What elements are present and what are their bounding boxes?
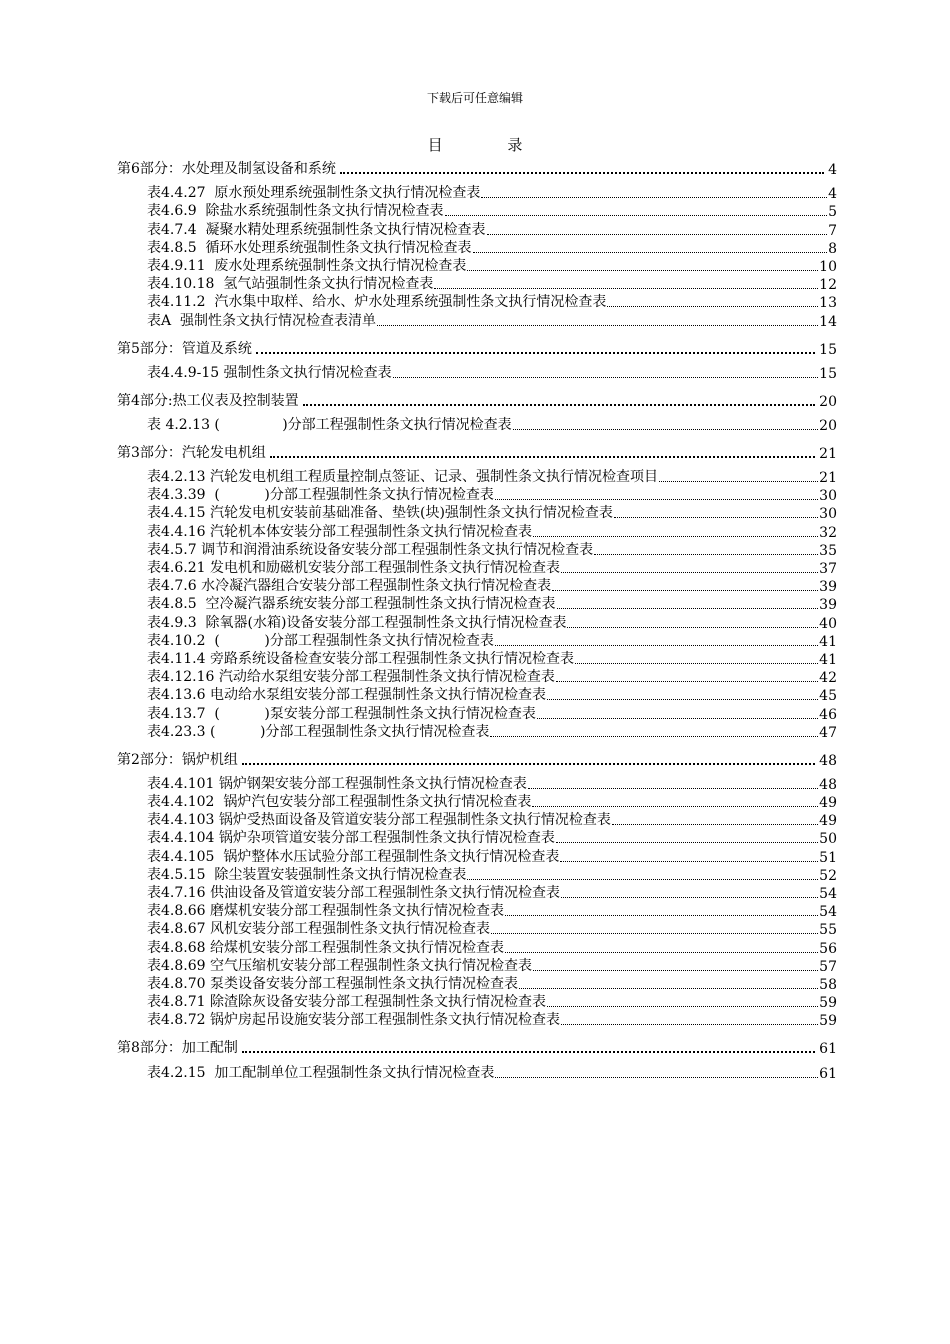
toc-section-heading[interactable]: [117, 340, 837, 358]
dot-leader: [487, 234, 828, 235]
entry-title: 表4.4.102 锅炉汽包安装分部工程强制性条文执行情况检查表: [147, 794, 532, 811]
section-title: 第5部分：管道及系统: [117, 340, 252, 357]
dot-leader: [340, 172, 824, 174]
entry-page-number: 21: [819, 470, 837, 487]
entry-title: 表4.8.71 除渣除灰设备安装分部工程强制性条文执行情况检查表: [147, 994, 546, 1011]
dot-leader: [490, 736, 818, 737]
dot-leader: [594, 554, 818, 555]
entry-title: 表4.11.2 汽水集中取样、给水、炉水处理系统强制性条文执行情况检查表: [147, 294, 607, 311]
entry-title: 表4.8.66 磨煤机安装分部工程强制性条文执行情况检查表: [147, 903, 504, 920]
entry-title: 表4.4.104 锅炉杂项管道安装分部工程强制性条文执行情况检查表: [147, 830, 555, 847]
entry-page-number: 50: [819, 831, 837, 848]
toc-section-heading[interactable]: [117, 751, 837, 769]
toc-item-list: [117, 1063, 837, 1081]
entry-title: 表4.4.103 锅炉受热面设备及管道安装分部工程强制性条文执行情况检查表: [147, 812, 611, 829]
dot-leader: [557, 608, 819, 609]
toc-section: [117, 751, 837, 1030]
section-title: 第3部分：汽轮发电机组: [117, 444, 266, 461]
section-page-number: 15: [819, 341, 837, 358]
entry-title: 表4.3.39 ( )分部工程强制性条文执行情况检查表: [147, 487, 494, 504]
entry-title: 表4.13.7 ( )泵安装分部工程强制性条文执行情况检查表: [147, 705, 536, 722]
entry-page-number: 35: [819, 542, 837, 559]
dot-leader: [561, 897, 818, 898]
entry-title: 表4.6.9 除盐水系统强制性条文执行情况检查表: [147, 203, 444, 220]
dot-leader: [612, 824, 818, 825]
entry-page-number: 52: [819, 867, 837, 884]
dot-leader: [242, 1051, 815, 1053]
dot-leader: [567, 627, 818, 628]
entry-title: 表4.8.69 空气压缩机安装分部工程强制性条文执行情况检查表: [147, 957, 532, 974]
dot-leader: [561, 572, 818, 573]
toc-section: [117, 444, 837, 741]
entry-page-number: 39: [819, 579, 837, 596]
dot-leader: [552, 590, 818, 591]
dot-leader: [242, 763, 815, 765]
dot-leader: [556, 842, 818, 843]
entry-page-number: 47: [819, 724, 837, 741]
toc-section-heading[interactable]: [117, 1039, 837, 1057]
entry-page-number: 10: [819, 258, 837, 275]
entry-title: 表4.8.68 给煤机安装分部工程强制性条文执行情况检查表: [147, 939, 504, 956]
dot-leader: [473, 252, 828, 253]
section-page-number: 61: [819, 1041, 837, 1058]
entry-title: 表4.4.15 汽轮发电机安装前基础准备、垫铁(块)强制性条文执行情况检查表: [147, 505, 613, 522]
entry-title: 表4.2.13 汽轮发电机组工程质量控制点签证、记录、强制性条文执行情况检查项目: [147, 469, 658, 486]
entry-page-number: 12: [819, 277, 837, 294]
entry-page-number: 30: [819, 488, 837, 505]
entry-title: 表4.4.9-15 强制性条文执行情况检查表: [147, 364, 392, 381]
entry-title: 表4.6.21 发电机和励磁机安装分部工程强制性条文执行情况检查表: [147, 560, 560, 576]
dot-leader: [467, 270, 818, 271]
toc-item-list: [117, 775, 837, 1030]
entry-page-number: 51: [819, 849, 837, 866]
toc-entry[interactable]: [147, 416, 837, 434]
entry-title: 表4.7.16 供油设备及管道安装分部工程强制性条文执行情况检查表: [147, 885, 560, 901]
entry-title: 表4.8.72 锅炉房起吊设施安装分部工程强制性条文执行情况检查表: [147, 1012, 560, 1029]
dot-leader: [377, 325, 818, 326]
entry-page-number: 4: [828, 186, 837, 203]
entry-page-number: 61: [819, 1065, 837, 1082]
entry-title: 表4.8.70 泵类设备安装分部工程强制性条文执行情况检查表: [147, 975, 518, 992]
dot-leader: [533, 970, 818, 971]
toc-title: 目 录: [427, 136, 553, 154]
entry-title: 表4.4.101 锅炉钢架安装分部工程强制性条文执行情况检查表: [147, 775, 527, 792]
entry-title: 表4.10.18 氢气站强制性条文执行情况检查表: [147, 276, 434, 293]
entry-title: 表4.9.3 除氧器(水箱)设备安装分部工程强制性条文执行情况检查表: [147, 614, 567, 631]
dot-leader: [614, 517, 818, 518]
entry-page-number: 13: [819, 295, 837, 312]
dot-leader: [607, 306, 818, 307]
dot-leader: [256, 352, 815, 354]
entry-title: 表A 强制性条文执行情况检查表清单: [147, 312, 377, 329]
toc-entry[interactable]: [147, 364, 837, 382]
page-header: 下载后可任意编辑: [426, 91, 523, 105]
dot-leader: [270, 456, 815, 458]
entry-title: 表4.2.15 加工配制单位工程强制性条文执行情况检查表: [147, 1064, 495, 1081]
entry-page-number: 14: [819, 313, 837, 330]
toc-section: [117, 340, 837, 382]
toc-section: [117, 160, 837, 330]
entry-page-number: 7: [828, 222, 837, 239]
section-title: 第6部分：水处理及制氢设备和系统: [117, 161, 336, 177]
entry-page-number: 30: [819, 506, 837, 523]
toc-item-list: [117, 468, 837, 741]
entry-page-number: 56: [819, 940, 837, 957]
section-title: 第8部分：加工配制: [117, 1040, 238, 1057]
entry-page-number: 46: [819, 706, 837, 723]
toc-section: [117, 392, 837, 434]
entry-page-number: 54: [819, 886, 837, 902]
entry-title: 表4.9.11 废水处理系统强制性条文执行情况检查表: [147, 257, 467, 274]
entry-title: 表4.4.105 锅炉整体水压试验分部工程强制性条文执行情况检查表: [147, 848, 560, 865]
toc-item-list: [117, 364, 837, 382]
entry-page-number: 37: [819, 561, 837, 577]
toc-section-heading[interactable]: [117, 392, 837, 410]
section-title: 第4部分:热工仪表及控制装置: [117, 392, 299, 409]
toc-entry[interactable]: [147, 311, 837, 329]
entry-page-number: 5: [828, 204, 837, 221]
dot-leader: [467, 879, 818, 880]
entry-title: 表4.4.16 汽轮机本体安装分部工程强制性条文执行情况检查表: [147, 523, 532, 540]
entry-page-number: 49: [819, 813, 837, 830]
dot-leader: [519, 988, 818, 989]
dot-leader: [513, 429, 819, 430]
entry-page-number: 45: [819, 688, 837, 705]
entry-page-number: 20: [819, 417, 837, 434]
dot-leader: [393, 377, 819, 378]
toc-entry[interactable]: [147, 1063, 837, 1081]
dot-leader: [533, 536, 818, 537]
entry-page-number: 15: [819, 365, 837, 382]
entry-title: 表4.4.27 原水预处理系统强制性条文执行情况检查表: [147, 185, 481, 202]
dot-leader: [659, 481, 818, 482]
entry-page-number: 48: [819, 776, 837, 793]
entry-page-number: 39: [819, 597, 837, 614]
dot-leader: [434, 288, 818, 289]
toc-entry[interactable]: [147, 1011, 837, 1029]
dot-leader: [495, 645, 818, 646]
entry-page-number: 42: [819, 670, 837, 687]
dot-leader: [547, 1006, 818, 1007]
entry-title: 表4.5.7 调节和润滑油系统设备安装分部工程强制性条文执行情况检查表: [147, 541, 594, 558]
entry-page-number: 32: [819, 524, 837, 541]
dot-leader: [303, 404, 816, 406]
entry-page-number: 40: [819, 615, 837, 632]
section-page-number: 4: [828, 162, 837, 178]
section-page-number: 20: [819, 393, 837, 410]
entry-title: 表4.12.16 汽动给水泵组安装分部工程强制性条文执行情况检查表: [147, 669, 555, 686]
entry-title: 表4.8.5 空冷凝汽器系统安装分部工程强制性条文执行情况检查表: [147, 596, 556, 613]
entry-page-number: 41: [819, 651, 837, 668]
entry-page-number: 58: [819, 976, 837, 993]
entry-title: 表 4.2.13 ( )分部工程强制性条文执行情况检查表: [147, 416, 512, 433]
entry-title: 表4.8.67 风机安装分部工程强制性条文执行情况检查表: [147, 921, 490, 938]
entry-title: 表4.10.2 ( )分部工程强制性条文执行情况检查表: [147, 632, 494, 649]
dot-leader: [547, 699, 818, 700]
entry-page-number: 59: [819, 1013, 837, 1030]
table-of-contents: [117, 160, 837, 1092]
dot-leader: [528, 788, 818, 789]
dot-leader: [560, 861, 818, 862]
entry-page-number: 59: [819, 995, 837, 1012]
toc-item-list: [117, 416, 837, 434]
entry-page-number: 54: [819, 904, 837, 921]
dot-leader: [505, 952, 818, 953]
toc-entry[interactable]: [147, 723, 837, 741]
section-page-number: 21: [819, 445, 837, 462]
section-title: 第2部分：锅炉机组: [117, 751, 238, 768]
dot-leader: [495, 499, 818, 500]
entry-title: 表4.8.5 循环水处理系统强制性条文执行情况检查表: [147, 239, 472, 256]
entry-title: 表4.11.4 旁路系统设备检查安装分部工程强制性条文执行情况检查表: [147, 650, 574, 667]
entry-title: 表4.13.6 电动给水泵组安装分部工程强制性条文执行情况检查表: [147, 687, 546, 704]
dot-leader: [445, 215, 828, 216]
entry-page-number: 55: [819, 922, 837, 939]
toc-section: [117, 1039, 837, 1081]
dot-leader: [481, 197, 827, 198]
entry-page-number: 49: [819, 795, 837, 812]
dot-leader: [491, 933, 818, 934]
entry-page-number: 8: [828, 240, 837, 257]
entry-title: 表4.23.3 ( )分部工程强制性条文执行情况检查表: [147, 723, 490, 740]
dot-leader: [561, 1024, 818, 1025]
dot-leader: [537, 718, 818, 719]
section-page-number: 48: [819, 752, 837, 769]
dot-leader: [505, 915, 818, 916]
dot-leader: [556, 681, 818, 682]
entry-page-number: 57: [819, 958, 837, 975]
entry-page-number: 41: [819, 633, 837, 650]
toc-section-heading[interactable]: [117, 444, 837, 462]
entry-title: 表4.7.6 水冷凝汽器组合安装分部工程强制性条文执行情况检查表: [147, 578, 552, 595]
entry-title: 表4.5.15 除尘装置安装强制性条文执行情况检查表: [147, 866, 467, 883]
toc-item-list: [117, 184, 837, 330]
toc-section-heading[interactable]: [117, 160, 837, 178]
dot-leader: [575, 663, 818, 664]
entry-title: 表4.7.4 凝聚水精处理系统强制性条文执行情况检查表: [147, 221, 486, 238]
dot-leader: [532, 806, 818, 807]
dot-leader: [495, 1077, 818, 1078]
